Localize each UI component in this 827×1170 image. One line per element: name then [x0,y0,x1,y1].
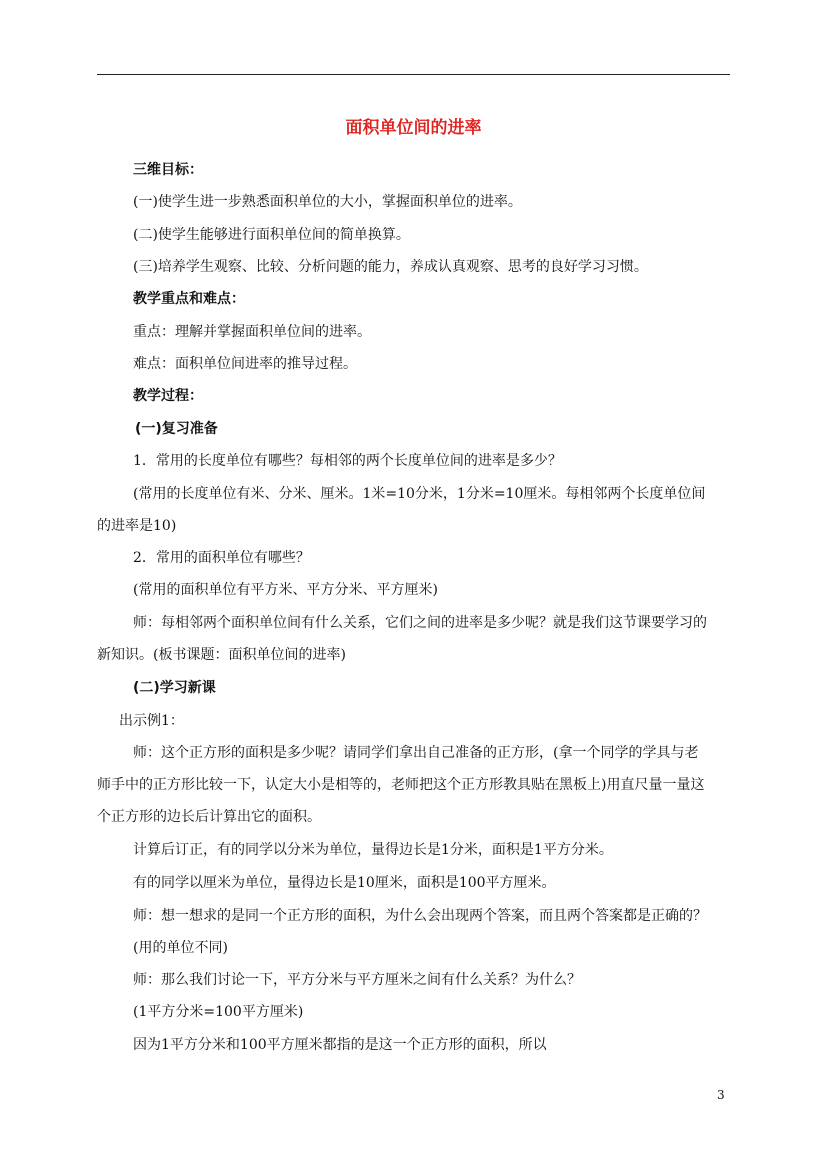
text-line: 新知识。(板书课题：面积单位间的进率) [97,647,346,663]
text-line: 师：这个正方形的面积是多少呢？请同学们拿出自己准备的正方形，(拿一个同学的学具与老 [133,745,699,761]
section-heading: (一)复习准备 [135,421,218,437]
document-title: 面积单位间的进率 [345,118,482,138]
text-line: 2．常用的面积单位有哪些？ [133,550,310,566]
text-line: (三)培养学生观察、比较、分析问题的能力，养成认真观察、思考的良好学习习惯。 [133,259,648,275]
text-line: 计算后订正，有的同学以分米为单位，量得边长是1分米，面积是1平方分米。 [133,842,613,858]
text-line: 重点：理解并掌握面积单位间的进率。 [133,324,371,340]
text-line: (二)使学生能够进行面积单位间的简单换算。 [133,227,410,243]
text-line: 难点：面积单位间进率的推导过程。 [133,356,357,372]
text-line: 有的同学以厘米为单位，量得边长是10厘米，面积是100平方厘米。 [133,875,556,891]
text-line: 的进率是10) [97,518,177,534]
text-line: 个正方形的边长后计算出它的面积。 [97,809,321,825]
text-line: 师：每相邻两个面积单位间有什么关系，它们之间的进率是多少呢？就是我们这节课要学习的 [133,615,707,631]
text-line: 1．常用的长度单位有哪些？每相邻的两个长度单位间的进率是多少？ [133,453,562,469]
header-rule [97,74,730,75]
text-line: 师：想一想求的是同一个正方形的面积，为什么会出现两个答案，而且两个答案都是正确的？ [133,908,707,924]
text-line: 师：那么我们讨论一下，平方分米与平方厘米之间有什么关系？为什么？ [133,972,581,988]
section-heading: 教学过程： [133,388,203,404]
section-heading: 三维目标： [133,162,203,178]
section-heading: (二)学习新课 [133,680,216,696]
text-line: (一)使学生进一步熟悉面积单位的大小，掌握面积单位的进率。 [133,194,522,210]
page-number: 3 [717,1088,725,1102]
text-line: 出示例1： [119,713,184,729]
text-line: 因为1平方分米和100平方厘米都指的是这一个正方形的面积，所以 [133,1037,547,1053]
text-line: 师手中的正方形比较一下，认定大小是相等的，老师把这个正方形教具贴在黑板上)用直尺量一量这 [97,777,705,793]
text-line: (用的单位不同) [133,940,228,956]
text-line: (1平方分米=100平方厘米) [133,1004,304,1020]
text-line: (常用的面积单位有平方米、平方分米、平方厘米) [133,582,438,598]
text-line: (常用的长度单位有米、分米、厘米。1米=10分米，1分米=10厘米。每相邻两个长度单位间 [133,486,706,502]
section-heading: 教学重点和难点： [133,291,245,307]
